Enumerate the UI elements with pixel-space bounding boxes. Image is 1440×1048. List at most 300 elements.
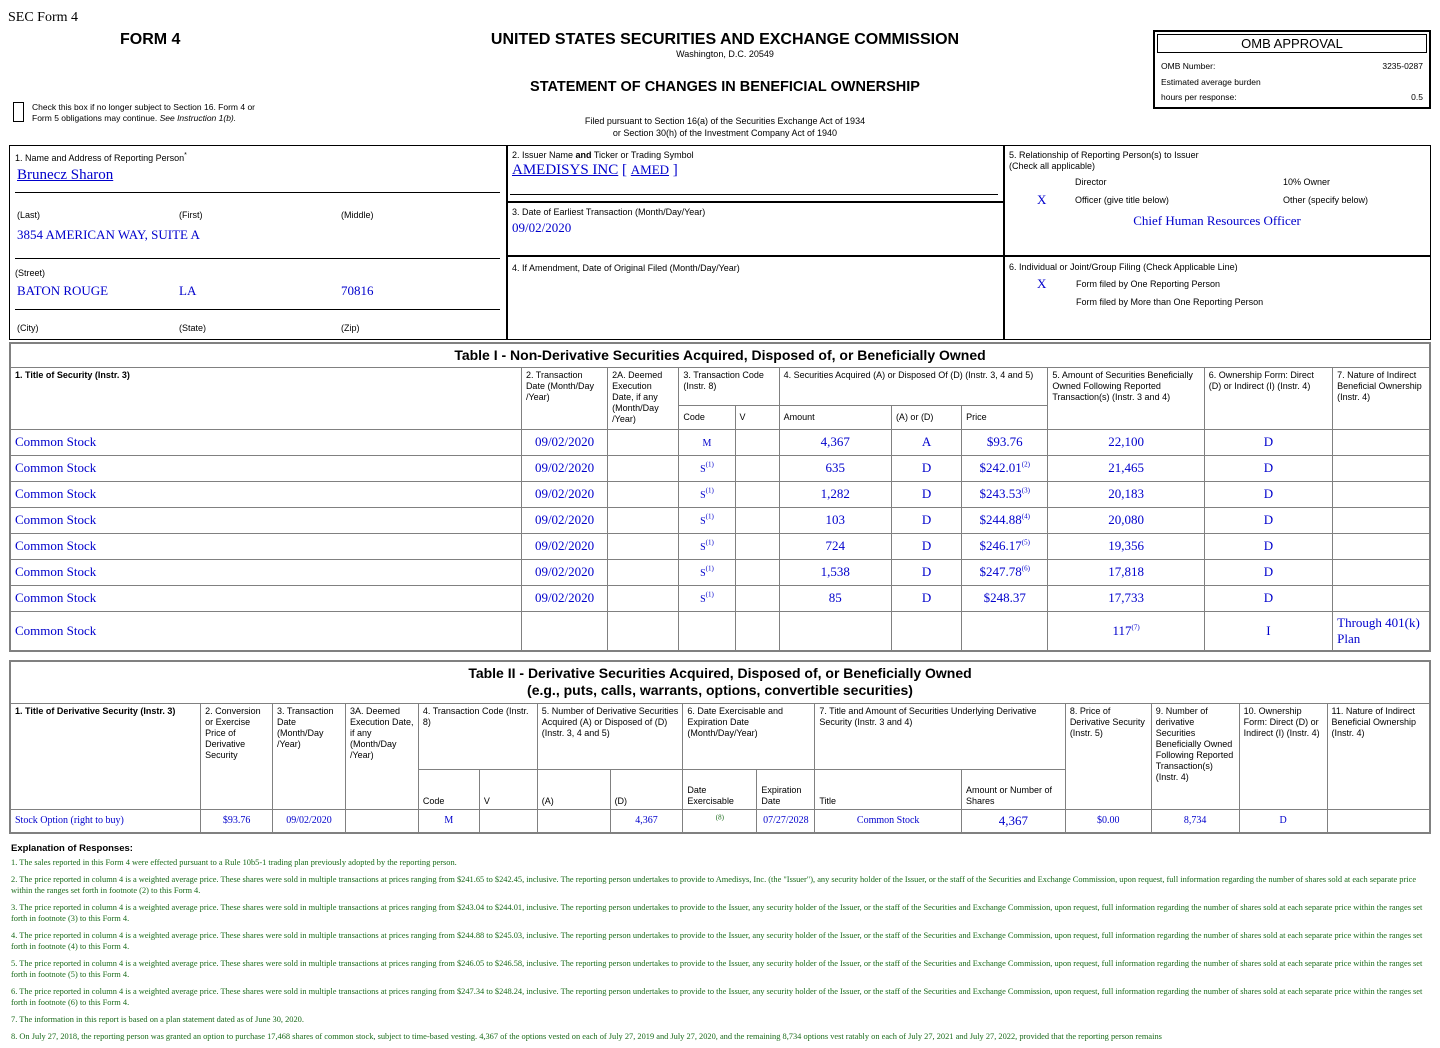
row-title[interactable]	[10, 481, 521, 507]
row-title[interactable]	[10, 585, 521, 611]
row-v	[735, 533, 779, 559]
row-date	[521, 585, 607, 611]
row-code	[679, 559, 735, 585]
first-label: (First)	[179, 210, 203, 220]
row-code-text: S	[700, 568, 706, 579]
t2-deemed	[345, 809, 418, 833]
officer-title: Chief Human Resources Officer	[1133, 213, 1301, 228]
last-label: (Last)	[17, 210, 41, 220]
state-label: (State)	[179, 323, 207, 333]
footnote-item: 7. The information in this report is based on a plan statement dated as of June 30, 2020.	[11, 1015, 304, 1024]
row-title[interactable]	[10, 507, 521, 533]
row-code-text: M	[702, 438, 712, 449]
t2-exercisable-footnote[interactable]: (8)	[715, 813, 724, 822]
row-v	[735, 429, 779, 455]
row-form-text: D	[1263, 590, 1274, 605]
row-owned-text: 20,080	[1108, 512, 1144, 527]
row-nature	[1333, 507, 1430, 533]
table-row	[10, 481, 1430, 507]
footnote-item: 3. The price reported in column 4 is a weighted average price. These shares were sold in multiple transactions at prices ranging from $243.04 to $244.01, inclusive. The reporting person undertakes to provide to the Issuer, any security holder of the Issuer, or the staff of the Securities and Exchange Commission, upon request, full information regarding the number of shares sold at each separate price within the ranges set forth in footnote (3) to this Form 4.	[11, 903, 1423, 923]
row-price-text: $246.17	[979, 538, 1022, 553]
footnote-item: 6. The price reported in column 4 is a weighted average price. These shares were sold in multiple transactions at prices ranging from $247.34 to $248.24, inclusive. The reporting person undertakes to provide to the Issuer, any security holder of the Issuer, or the staff of the Securities and Exchange Commission, upon request, full information regarding the number of shares sold at each separate price within the ranges set forth in footnote (6) to this Form 4.	[11, 987, 1423, 1007]
row-nature	[1333, 481, 1430, 507]
row-deemed	[608, 481, 679, 507]
row-code	[679, 429, 735, 455]
row-deemed	[608, 429, 679, 455]
t2-sub-exercisable: Date Exercisable	[683, 769, 757, 809]
row-ad	[891, 481, 961, 507]
row-title-text[interactable]: Common Stock	[15, 434, 97, 449]
footnote-item: 5. The price reported in column 4 is a weighted average price. These shares were sold in multiple transactions at prices ranging from $246.05 to $246.58, inclusive. The reporting person undertakes to provide to the Issuer, any security holder of the Issuer, or the staff of the Securities and Exchange Commission, upon request, full information regarding the number of shares sold at each separate price within the ranges set forth in footnote (5) to this Form 4.	[11, 959, 1423, 979]
t2-underlying-title: Common Stock	[815, 809, 962, 833]
omb-burden-row	[1161, 77, 1423, 87]
row-form	[1204, 507, 1332, 533]
table2-caption-line1: Table II - Derivative Securities Acquired, Disposed of, or Beneficially Owned	[468, 665, 972, 682]
row-deemed	[608, 611, 679, 651]
street-label: (Street)	[15, 268, 46, 278]
box4-label: 4. If Amendment, Date of Original Filed (Month/Day/Year)	[512, 263, 740, 273]
row-code-footnote[interactable]: (1)	[705, 512, 714, 521]
row-title-text[interactable]: Common Stock	[15, 486, 97, 501]
t1-sub-ad: (A) or (D)	[891, 405, 961, 429]
row-amount	[779, 585, 891, 611]
row-nature	[1333, 533, 1430, 559]
officer-option: Officer (give title below)	[1075, 195, 1169, 205]
t1-sub-code: Code	[679, 405, 735, 429]
footnotes-list	[11, 857, 1423, 1042]
omb-burden-label: Estimated average burden	[1161, 77, 1261, 87]
t2-header-code: 4. Transaction Code (Instr. 8)	[418, 703, 537, 769]
city-value: BATON ROUGE	[17, 283, 109, 298]
omb-approval-box	[1153, 30, 1431, 109]
t2-header-title: 1. Title of Derivative Security (Instr. 3)	[10, 703, 201, 809]
t2-header-underlying: 7. Title and Amount of Securities Underlying Derivative Security (Instr. 3 and 4)	[815, 703, 1065, 769]
check-text-instruction: See Instruction 1(b).	[159, 113, 237, 123]
row-deemed	[608, 455, 679, 481]
city-label: (City)	[17, 323, 39, 333]
ticker-bracket-open: [	[622, 162, 628, 178]
row-form-text: D	[1263, 486, 1274, 501]
row-form-text: D	[1263, 538, 1274, 553]
box6-filing	[1003, 255, 1431, 340]
row-price	[962, 611, 1048, 651]
row-amount-text: 103	[825, 512, 846, 527]
row-owned	[1048, 455, 1204, 481]
row-date	[521, 455, 607, 481]
t2-header-deemed: 3A. Deemed Execution Date, if any (Month/Day /Year)	[345, 703, 418, 809]
agency-location: Washington, D.C. 20549	[676, 49, 774, 59]
row-code	[679, 585, 735, 611]
row-title[interactable]	[10, 455, 521, 481]
t2-header-date: 3. Transaction Date (Month/Day /Year)	[273, 703, 346, 809]
table1-non-derivative	[9, 342, 1431, 652]
row-owned	[1048, 585, 1204, 611]
row-title[interactable]	[10, 533, 521, 559]
footnote-item: 1. The sales reported in this Form 4 were effected pursuant to a Rule 10b5-1 trading plan previously adopted by the reporting person.	[11, 858, 457, 867]
t2-conversion-price: $93.76	[201, 809, 273, 833]
row-owned	[1048, 533, 1204, 559]
row-form-text: D	[1263, 564, 1274, 579]
t2-sub-v: V	[479, 769, 537, 809]
box6-label: 6. Individual or Joint/Group Filing (Check Applicable Line)	[1009, 262, 1238, 272]
t2-form: D	[1239, 809, 1327, 833]
t2-header-form: 10. Ownership Form: Direct (D) or Indirect (I) (Instr. 4)	[1239, 703, 1327, 809]
row-v	[735, 455, 779, 481]
check-text-line1: Check this box if no longer subject to Section 16. Form 4 or	[32, 102, 256, 112]
sec-form-label: SEC Form 4	[8, 10, 79, 25]
footnote-item: 8. On July 27, 2018, the reporting person was granted an option to purchase 17,468 shares of common stock, subject to time-based vesting. 4,367 of the options vested on each of July 27, 2019 and July 27, 2020, and the remaining 8,734 options vest ratably on each of July 27, 2021 and July 27, 2022, provided that the reporting person remains	[11, 1032, 1162, 1041]
row-amount-text: 4,367	[820, 434, 850, 449]
row-code	[679, 481, 735, 507]
omb-hours-label: hours per response:	[1161, 92, 1237, 102]
t2-sub-d: (D)	[610, 769, 683, 809]
row-code	[679, 455, 735, 481]
t2-header-exercise: 6. Date Exercisable and Expiration Date (Month/Day/Year)	[683, 703, 815, 769]
row-date	[521, 507, 607, 533]
row-price-footnote[interactable]: (5)	[1021, 538, 1030, 547]
t1-header-nature: 7. Nature of Indirect Beneficial Ownership (Instr. 4)	[1333, 367, 1430, 429]
t2-underlying-amount: 4,367	[962, 809, 1066, 833]
street-underline	[15, 258, 500, 259]
row-deemed	[608, 507, 679, 533]
t2-title[interactable]: Stock Option (right to buy)	[10, 809, 201, 833]
row-price	[962, 429, 1048, 455]
row-v	[735, 611, 779, 651]
row-price	[962, 481, 1048, 507]
row-price-text: $242.01	[979, 460, 1022, 475]
row-amount	[779, 429, 891, 455]
omb-number-value: 3235-0287	[1382, 61, 1423, 71]
table1-caption: Table I - Non-Derivative Securities Acquired, Disposed of, or Beneficially Owned	[10, 343, 1430, 367]
row-nature	[1333, 585, 1430, 611]
row-price-footnote[interactable]: (6)	[1021, 564, 1030, 573]
row-price	[962, 559, 1048, 585]
row-ad	[891, 585, 961, 611]
row-date-text: 09/02/2020	[534, 512, 595, 527]
footnotes-heading: Explanation of Responses:	[11, 843, 133, 854]
check-text-line2: Form 5 obligations may continue.	[32, 113, 158, 123]
t2-expiration: 07/27/2028	[757, 809, 815, 833]
row-code-footnote[interactable]: (1)	[705, 538, 714, 547]
t2-header-conversion: 2. Conversion or Exercise Price of Derivative Security	[201, 703, 273, 809]
row-price-text: $93.76	[986, 434, 1023, 449]
row-ad-text: D	[921, 460, 932, 475]
row-amount	[779, 455, 891, 481]
row-form-text: I	[1266, 622, 1271, 638]
row-code	[679, 533, 735, 559]
statement-title: STATEMENT OF CHANGES IN BENEFICIAL OWNERSHIP	[530, 79, 920, 95]
row-v	[735, 559, 779, 585]
row-ad	[891, 507, 961, 533]
table-row	[10, 429, 1430, 455]
ticker-bracket-close: ]	[672, 162, 678, 178]
city-underline	[15, 309, 500, 310]
row-owned-text: 17,818	[1108, 564, 1144, 579]
row-ad-text: A	[921, 434, 932, 449]
row-ad-text: D	[921, 590, 932, 605]
row-ad-text: D	[921, 564, 932, 579]
row-title[interactable]	[10, 611, 521, 651]
row-ad-text: D	[921, 486, 932, 501]
row-amount	[779, 533, 891, 559]
omb-number-row	[1161, 61, 1423, 71]
row-amount	[779, 481, 891, 507]
row-amount-text: 724	[825, 538, 846, 553]
row-ad	[891, 611, 961, 651]
form-title: FORM 4	[120, 31, 181, 48]
table-row	[10, 611, 1430, 651]
filing-option-multiple: Form filed by More than One Reporting Person	[1076, 297, 1264, 307]
t2-d: 4,367	[610, 809, 683, 833]
row-date	[521, 481, 607, 507]
omb-number-label: OMB Number:	[1161, 61, 1216, 71]
zip-value: 70816	[341, 283, 374, 298]
box1-label: 1. Name and Address of Reporting Person*	[15, 152, 187, 163]
row-price	[962, 585, 1048, 611]
t2-owned: 8,734	[1151, 809, 1239, 833]
ten-pct-owner-option: 10% Owner	[1283, 177, 1331, 187]
row-date	[521, 559, 607, 585]
row-date-text: 09/02/2020	[534, 486, 595, 501]
row-nature	[1333, 559, 1430, 585]
row-code-footnote[interactable]: (1)	[705, 590, 714, 599]
row-amount-text: 1,282	[820, 486, 850, 501]
row-deemed	[608, 559, 679, 585]
row-form	[1204, 481, 1332, 507]
t1-header-securities: 4. Securities Acquired (A) or Disposed Of (D) (Instr. 3, 4 and 5)	[779, 367, 1048, 405]
filing-option-one: Form filed by One Reporting Person	[1076, 279, 1221, 289]
row-ad	[891, 429, 961, 455]
box3-earliest-transaction	[506, 201, 1005, 257]
row-code-text: S	[700, 464, 706, 475]
t2-header-price: 8. Price of Derivative Security (Instr. 5)	[1065, 703, 1151, 809]
middle-label: (Middle)	[341, 210, 374, 220]
t2-sub-code: Code	[418, 769, 479, 809]
row-date-text: 09/02/2020	[534, 434, 595, 449]
table-row	[10, 507, 1430, 533]
row-code-text: S	[700, 490, 706, 501]
table2-caption	[10, 661, 1430, 703]
box1-reporting-person	[9, 145, 508, 340]
row-nature	[1333, 611, 1430, 651]
table1-body	[10, 429, 1430, 651]
table-row	[10, 559, 1430, 585]
table-row	[10, 585, 1430, 611]
row-v	[735, 585, 779, 611]
filed-pursuant	[440, 115, 1010, 139]
row-code-text: S	[700, 516, 706, 527]
t1-sub-amount: Amount	[779, 405, 891, 429]
row-price	[962, 507, 1048, 533]
row-title-text[interactable]: Common Stock	[15, 590, 97, 605]
filed-line-2: or Section 30(h) of the Investment Company Act of 1940	[612, 128, 838, 138]
t2-sub-expiration: Expiration Date	[757, 769, 815, 809]
filed-line-1: Filed pursuant to Section 16(a) of the Securities Exchange Act of 1934	[584, 116, 866, 126]
row-title-text[interactable]: Common Stock	[15, 512, 97, 527]
table2-caption-line2: (e.g., puts, calls, warrants, options, convertible securities)	[527, 682, 913, 699]
row-ad	[891, 455, 961, 481]
row-form	[1204, 611, 1332, 651]
row-code-footnote[interactable]: (1)	[705, 564, 714, 573]
row-amount-text: 85	[828, 590, 842, 605]
row-code-text: S	[700, 542, 706, 553]
t2-v	[479, 809, 537, 833]
t1-header-owned: 5. Amount of Securities Beneficially Owned Following Reported Transaction(s) (Instr. 3 and 4)	[1048, 367, 1204, 429]
row-form-text: D	[1263, 512, 1274, 527]
filing-check-mark: X	[1037, 276, 1047, 291]
director-option: Director	[1075, 177, 1107, 187]
footnote-item: 2. The price reported in column 4 is a weighted average price. These shares were sold in multiple transactions at prices ranging from $241.65 to $242.45, inclusive. The reporting person undertakes to provide to Amedisys, Inc. (the "Issuer"), any security holder of the Issuer, or the staff of the Securities and Exchange Commission, upon request, full information regarding the number of shares sold at each separate price within the ranges set forth in footnote (2) to this Form 4.	[11, 875, 1417, 895]
row-amount-text: 1,538	[820, 564, 850, 579]
row-owned-text: 22,100	[1108, 434, 1144, 449]
omb-hours-row	[1161, 92, 1423, 102]
row-owned-text: 17,733	[1108, 590, 1144, 605]
issuer-line	[512, 162, 678, 179]
row-price-footnote[interactable]: (3)	[1021, 486, 1030, 495]
t2-header-owned: 9. Number of derivative Securities Beneficially Owned Following Reported Transaction(s) (Instr. 4)	[1151, 703, 1239, 809]
row-ad	[891, 559, 961, 585]
row-price-text: $244.88	[979, 512, 1022, 527]
officer-check-mark: X	[1037, 192, 1047, 207]
row-owned-text: 117	[1112, 622, 1132, 638]
t1-header-code: 3. Transaction Code (Instr. 8)	[679, 367, 779, 405]
row-owned-footnote[interactable]: (7)	[1131, 623, 1140, 632]
row-owned	[1048, 429, 1204, 455]
row-title[interactable]	[10, 429, 521, 455]
row-title-text[interactable]: Common Stock	[15, 460, 97, 475]
t2-header-number: 5. Number of Derivative Securities Acquired (A) or Disposed of (D) (Instr. 3, 4 and 5)	[537, 703, 683, 769]
t2-sub-amount: Amount or Number of Shares	[962, 769, 1066, 809]
t1-header-form: 6. Ownership Form: Direct (D) or Indirect (I) (Instr. 4)	[1204, 367, 1332, 429]
row-deemed	[608, 533, 679, 559]
row-code	[679, 611, 735, 651]
table-row	[10, 809, 1430, 833]
footnotes	[11, 843, 1423, 1048]
row-date-text: 09/02/2020	[534, 538, 595, 553]
row-amount	[779, 559, 891, 585]
street-value: 3854 AMERICAN WAY, SUITE A	[17, 227, 200, 242]
row-title-text[interactable]: Common Stock	[15, 538, 97, 553]
omb-title: OMB APPROVAL	[1157, 34, 1427, 53]
row-nature	[1333, 429, 1430, 455]
row-code-text: S	[700, 594, 706, 605]
box5-label: 5. Relationship of Reporting Person(s) to Issuer	[1009, 150, 1199, 160]
box4-amendment	[506, 255, 1005, 340]
row-title-text[interactable]: Common Stock	[15, 564, 97, 579]
row-owned	[1048, 481, 1204, 507]
t2-header-nature: 11. Nature of Indirect Beneficial Ownership (Instr. 4)	[1327, 703, 1430, 809]
box3-value: 09/02/2020	[512, 220, 572, 235]
row-price-text: $247.78	[979, 564, 1022, 579]
row-form	[1204, 533, 1332, 559]
row-date-text: 09/02/2020	[534, 590, 595, 605]
row-price-text: $248.37	[983, 590, 1026, 605]
row-owned-text: 20,183	[1108, 486, 1144, 501]
other-option: Other (specify below)	[1283, 195, 1369, 205]
t1-sub-v: V	[735, 405, 779, 429]
row-ad-text: D	[921, 512, 932, 527]
t2-sub-a: (A)	[537, 769, 610, 809]
row-form	[1204, 455, 1332, 481]
reporting-person-name[interactable]: Brunecz Sharon	[17, 167, 114, 183]
row-date-text: 09/02/2020	[534, 460, 595, 475]
t2-exercisable	[683, 809, 757, 833]
t2-date: 09/02/2020	[273, 809, 346, 833]
row-amount	[779, 611, 891, 651]
row-nature-text: Through 401(k) Plan	[1337, 614, 1420, 646]
row-date-text: 09/02/2020	[534, 564, 595, 579]
zip-label: (Zip)	[341, 323, 360, 333]
omb-hours-value: 0.5	[1411, 92, 1423, 102]
row-amount-text: 635	[825, 460, 846, 475]
row-code	[679, 507, 735, 533]
row-owned-text: 21,465	[1108, 460, 1144, 475]
t2-code: M	[418, 809, 479, 833]
row-deemed	[608, 585, 679, 611]
row-date	[521, 533, 607, 559]
t1-header-title: 1. Title of Security (Instr. 3)	[10, 367, 521, 429]
ticker-symbol[interactable]: AMED	[630, 162, 670, 177]
box3-label: 3. Date of Earliest Transaction (Month/Day/Year)	[512, 207, 706, 217]
row-price	[962, 455, 1048, 481]
row-title-text[interactable]: Common Stock	[15, 622, 97, 638]
table2-derivative	[9, 660, 1431, 834]
row-code-footnote[interactable]: (1)	[705, 486, 714, 495]
row-owned-text: 19,356	[1108, 538, 1144, 553]
t1-sub-price: Price	[962, 405, 1048, 429]
row-form	[1204, 429, 1332, 455]
row-price-text: $243.53	[979, 486, 1022, 501]
row-owned	[1048, 559, 1204, 585]
box2-label: 2. Issuer Name and Ticker or Trading Symbol	[512, 150, 694, 160]
section16-checkbox-label	[32, 102, 302, 124]
row-v	[735, 507, 779, 533]
table-row	[10, 533, 1430, 559]
footnote-item: 4. The price reported in column 4 is a weighted average price. These shares were sold in multiple transactions at prices ranging from $244.88 to $245.03, inclusive. The reporting person undertakes to provide to the Issuer, any security holder of the Issuer, or the staff of the Securities and Exchange Commission, upon request, full information regarding the number of shares sold at each separate price within the ranges set forth in footnote (4) to this Form 4.	[11, 931, 1423, 951]
row-form	[1204, 559, 1332, 585]
section16-checkbox[interactable]	[13, 102, 24, 122]
issuer-underline	[510, 194, 998, 195]
row-title[interactable]	[10, 559, 521, 585]
box2-issuer	[506, 145, 1005, 203]
t2-nature	[1327, 809, 1430, 833]
row-price-footnote[interactable]: (4)	[1021, 512, 1030, 521]
row-date	[521, 611, 607, 651]
issuer-name[interactable]: AMEDISYS INC	[512, 162, 619, 178]
box5-sublabel: (Check all applicable)	[1009, 161, 1096, 171]
row-form-text: D	[1263, 434, 1274, 449]
row-v	[735, 481, 779, 507]
agency-name: UNITED STATES SECURITIES AND EXCHANGE COMMISSION	[490, 31, 960, 48]
row-price-footnote[interactable]: (2)	[1021, 460, 1030, 469]
name-underline	[15, 192, 500, 193]
row-ad	[891, 533, 961, 559]
row-form	[1204, 585, 1332, 611]
box5-relationship	[1003, 145, 1431, 257]
row-nature	[1333, 455, 1430, 481]
t2-derivative-price: $0.00	[1065, 809, 1151, 833]
row-owned	[1048, 507, 1204, 533]
row-form-text: D	[1263, 460, 1274, 475]
table-row	[10, 455, 1430, 481]
row-amount	[779, 507, 891, 533]
row-owned	[1048, 611, 1204, 651]
row-code-footnote[interactable]: (1)	[705, 460, 714, 469]
t2-sub-title: Title	[815, 769, 962, 809]
row-price	[962, 533, 1048, 559]
row-date	[521, 429, 607, 455]
state-value: LA	[179, 283, 197, 298]
